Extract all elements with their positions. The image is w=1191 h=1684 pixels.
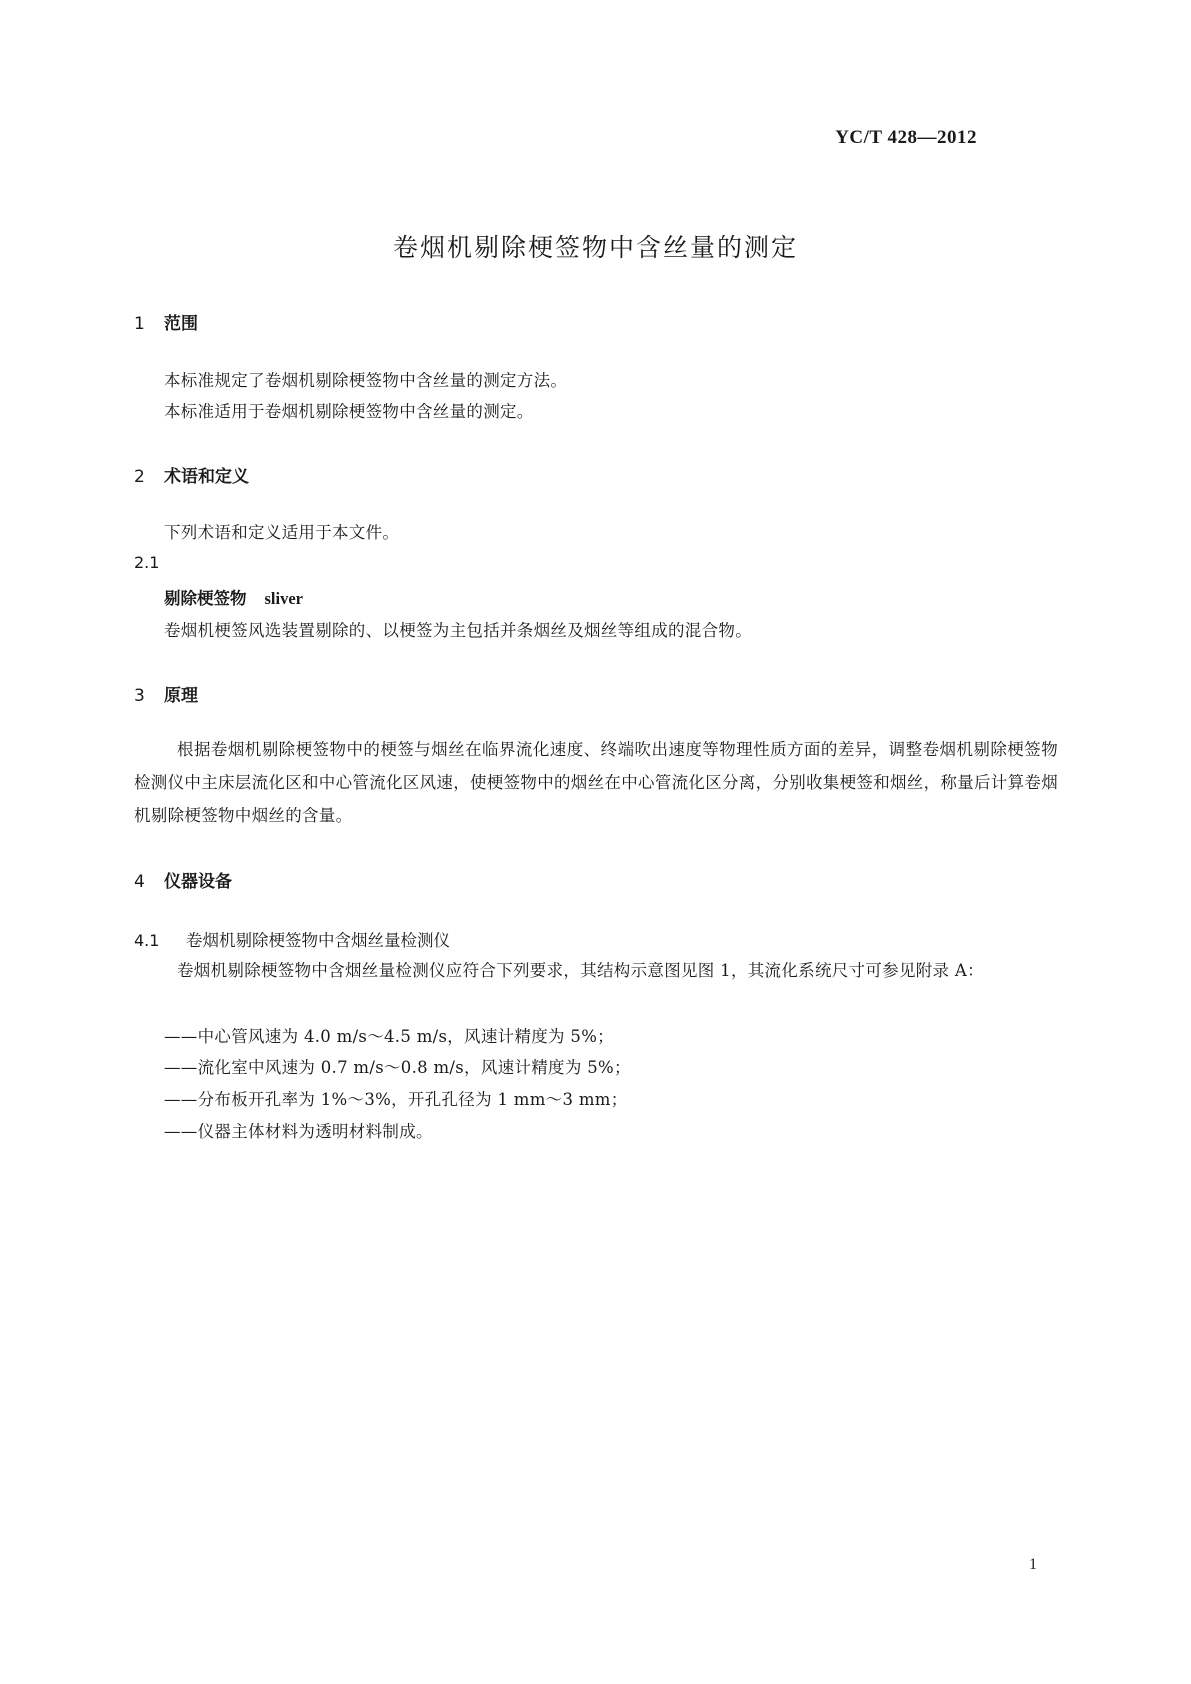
section-1-heading — [134, 309, 198, 334]
section-number: 1 — [134, 314, 145, 334]
requirements-paragraph: 卷烟机剔除梗签物中含烟丝量检测仪应符合下列要求，其结构示意图见图 1，其流化系统尺寸可参见附录 A： — [177, 961, 984, 980]
section-number: 2 — [134, 467, 145, 487]
term-name-en: sliver — [264, 589, 303, 608]
section-number: 4 — [134, 872, 145, 892]
list-item: ——仪器主体材料为透明材料制成。 — [164, 1122, 433, 1141]
paragraph: 下列术语和定义适用于本文件。 — [164, 523, 400, 542]
term-number: 2.1 — [134, 553, 160, 572]
section-title: 仪器设备 — [164, 872, 232, 892]
page-number: 1 — [1029, 1556, 1037, 1573]
term-name-zh: 剔除梗签物 — [164, 589, 247, 608]
subsection-number: 4.1 — [134, 931, 160, 950]
section-4-heading — [134, 867, 232, 892]
list-item: ——分布板开孔率为 1%～3%，开孔孔径为 1 mm～3 mm； — [164, 1090, 628, 1109]
list-item: ——流化室中风速为 0.7 m/s～0.8 m/s，风速计精度为 5%； — [164, 1058, 631, 1077]
section-title: 术语和定义 — [164, 467, 249, 487]
paragraph: 本标准适用于卷烟机剔除梗签物中含丝量的测定。 — [164, 402, 534, 421]
subsection-title: 卷烟机剔除梗签物中含烟丝量检测仪 — [186, 931, 450, 950]
section-2-heading — [134, 462, 249, 487]
paragraph: 本标准规定了卷烟机剔除梗签物中含丝量的测定方法。 — [164, 371, 568, 390]
section-title: 原理 — [164, 686, 198, 706]
standard-number: YC/T 428—2012 — [835, 127, 977, 148]
term-definition: 卷烟机梗签风选装置剔除的、以梗签为主包括并条烟丝及烟丝等组成的混合物。 — [164, 621, 752, 640]
section-number: 3 — [134, 686, 145, 706]
subsection-4-1-heading — [134, 927, 450, 951]
principle-paragraph: 根据卷烟机剔除梗签物中的梗签与烟丝在临界流化速度、终端吹出速度等物理性质方面的差异，调整卷烟机剔除梗签物检测仪中主床层流化区和中心管流化区风速，使梗签物中的烟丝在中心管流化区分离，分别收集梗签和烟丝，称量后计算卷烟机剔除梗签物中烟丝的含量。 — [134, 740, 1058, 825]
document-title: 卷烟机剔除梗签物中含丝量的测定 — [392, 233, 798, 262]
term-entry — [164, 585, 303, 609]
section-3-heading — [134, 681, 198, 706]
section-title: 范围 — [164, 314, 198, 334]
list-item: ——中心管风速为 4.0 m/s～4.5 m/s，风速计精度为 5%； — [164, 1027, 614, 1046]
